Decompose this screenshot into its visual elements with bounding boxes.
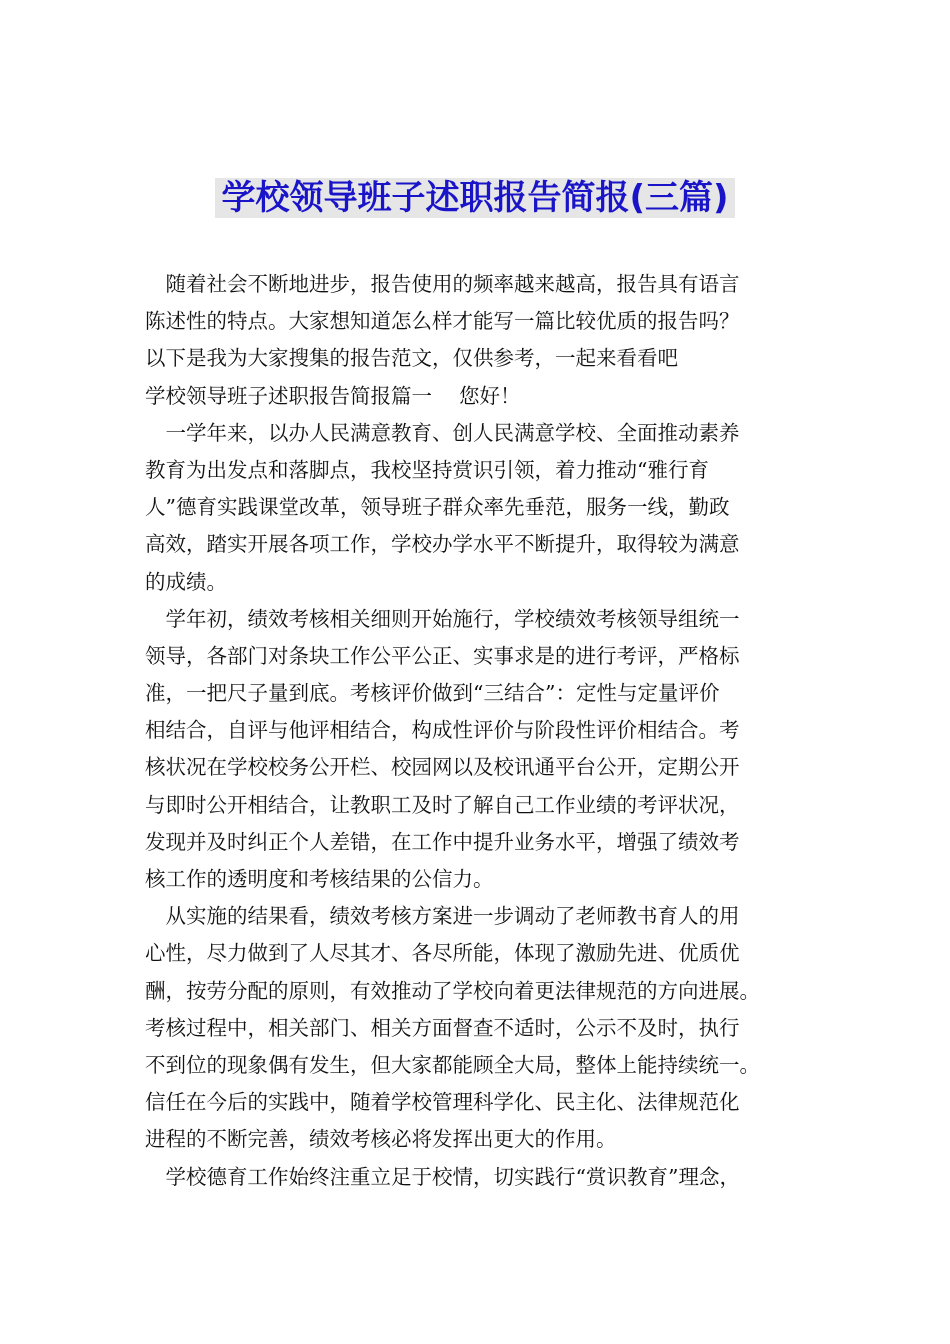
text-line: 核工作的透明度和考核结果的公信力。 [145, 867, 494, 891]
text-line: 陈述性的特点。大家想知道怎么样才能写一篇比较优质的报告吗？ [145, 309, 740, 334]
text-line: 学校领导班子述职报告简报篇一 您好！ [145, 383, 521, 408]
text-line: 以下是我为大家搜集的报告范文，仅供参考，一起来看看吧 [145, 346, 678, 371]
document-title-text: 学校领导班子述职报告简报(三篇) [215, 178, 734, 218]
text-line: 从实施的结果看，绩效考核方案进一步调动了老师教书育人的用 [145, 904, 740, 929]
text-line: 学校德育工作始终注重立足于校情，切实践行“赏识教育”理念， [145, 1164, 740, 1189]
document-body [145, 266, 815, 1196]
text-line: 学年初，绩效考核相关细则开始施行，学校绩效考核领导组统一 [145, 606, 740, 631]
text-line: 人”德育实践课堂改革，领导班子群众率先垂范，服务一线，勤政 [145, 495, 730, 520]
document-title [0, 176, 950, 220]
text-line: 心性，尽力做到了人尽其才、各尽所能，体现了激励先进、优质优 [145, 941, 740, 966]
text-line: 的成绩。 [145, 569, 227, 594]
text-line: 信任在今后的实践中，随着学校管理科学化、民主化、法律规范化 [145, 1090, 740, 1115]
text-line: 酬，按劳分配的原则，有效推动了学校向着更法律规范的方向进展。 [145, 978, 760, 1003]
text-line: 相结合，自评与他评相结合，构成性评价与阶段性评价相结合。考 [145, 718, 740, 743]
text-line: 一学年来，以办人民满意教育、创人民满意学校、全面推动素养 [145, 420, 740, 445]
text-line: 不到位的现象偶有发生，但大家都能顾全大局，整体上能持续统一。 [145, 1052, 760, 1077]
text-line: 领导，各部门对条块工作公平公正、实事求是的进行考评，严格标 [145, 643, 740, 668]
text-line: 随着社会不断地进步，报告使用的频率越来越高，报告具有语言 [145, 272, 740, 296]
text-line: 核状况在学校校务公开栏、校园网以及校讯通平台公开，定期公开 [145, 755, 740, 780]
text-line: 教育为出发点和落脚点，我校坚持赏识引领，着力推动“雅行育 [145, 457, 709, 482]
text-line: 考核过程中，相关部门、相关方面督查不适时，公示不及时，执行 [145, 1015, 740, 1040]
text-line: 准，一把尺子量到底。考核评价做到“三结合”：定性与定量评价 [145, 681, 720, 706]
text-line: 与即时公开相结合，让教职工及时了解自己工作业绩的考评状况， [145, 792, 740, 817]
text-line: 进程的不断完善，绩效考核必将发挥出更大的作用。 [145, 1127, 617, 1152]
text-line: 高效，踏实开展各项工作，学校办学水平不断提升，取得较为满意 [145, 532, 740, 557]
text-line: 发现并及时纠正个人差错，在工作中提升业务水平，增强了绩效考 [145, 829, 740, 854]
